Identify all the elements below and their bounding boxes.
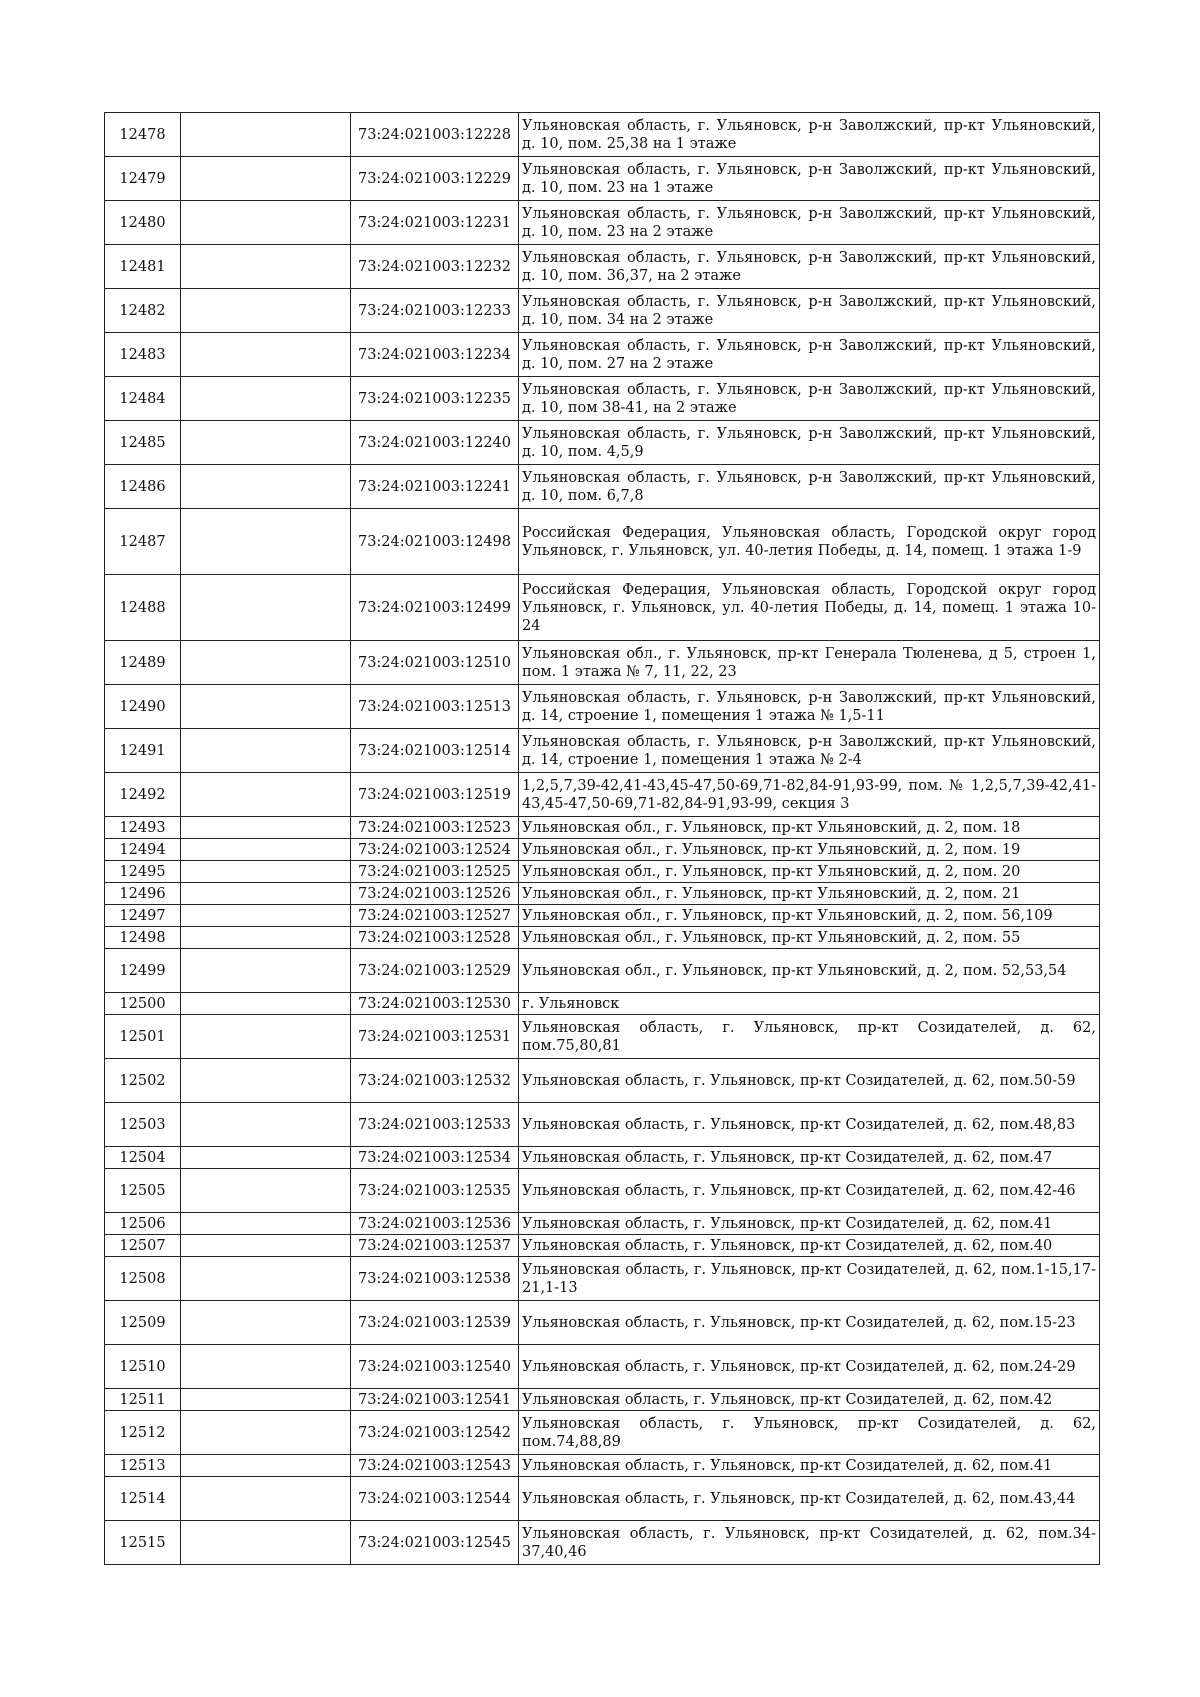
address-cell: Ульяновская область, г. Ульяновск, пр-кт Созидателей, д. 62, пом.48,83	[519, 1103, 1100, 1147]
row-number-cell: 12495	[105, 861, 181, 883]
empty-cell	[181, 377, 351, 421]
empty-cell	[181, 1301, 351, 1345]
cadastral-number-cell: 73:24:021003:12499	[351, 575, 519, 641]
table-row	[105, 157, 1100, 201]
empty-cell	[181, 1059, 351, 1103]
empty-cell	[181, 949, 351, 993]
row-number-cell: 12501	[105, 1015, 181, 1059]
address-cell: Ульяновская обл., г. Ульяновск, пр-кт Ульяновский, д. 2, пом. 55	[519, 927, 1100, 949]
empty-cell	[181, 1015, 351, 1059]
empty-cell	[181, 1103, 351, 1147]
empty-cell	[181, 1213, 351, 1235]
cadastral-number-cell: 73:24:021003:12542	[351, 1411, 519, 1455]
table-row	[105, 1235, 1100, 1257]
row-number-cell: 12481	[105, 245, 181, 289]
table-row	[105, 201, 1100, 245]
cadastral-number-cell: 73:24:021003:12531	[351, 1015, 519, 1059]
table-row	[105, 289, 1100, 333]
empty-cell	[181, 1389, 351, 1411]
empty-cell	[181, 289, 351, 333]
address-cell: Ульяновская обл., г. Ульяновск, пр-кт Ульяновский, д. 2, пом. 20	[519, 861, 1100, 883]
empty-cell	[181, 729, 351, 773]
table-row	[105, 1015, 1100, 1059]
row-number-cell: 12492	[105, 773, 181, 817]
table-row	[105, 575, 1100, 641]
address-cell: Ульяновская обл., г. Ульяновск, пр-кт Ульяновский, д. 2, пом. 56,109	[519, 905, 1100, 927]
table-row	[105, 1147, 1100, 1169]
empty-cell	[181, 1257, 351, 1301]
address-cell: Ульяновская область, г. Ульяновск, пр-кт Созидателей, д. 62, пом.41	[519, 1213, 1100, 1235]
address-cell: Ульяновская область, г. Ульяновск, пр-кт Созидателей, д. 62, пом.50-59	[519, 1059, 1100, 1103]
address-cell: Ульяновская область, г. Ульяновск, р-н Заволжский, пр-кт Ульяновский, д. 14, строение 1, помещения 1 этажа № 1,5-11	[519, 685, 1100, 729]
table-row	[105, 949, 1100, 993]
table-row	[105, 245, 1100, 289]
cadastral-number-cell: 73:24:021003:12513	[351, 685, 519, 729]
table-row	[105, 1477, 1100, 1521]
empty-cell	[181, 421, 351, 465]
empty-cell	[181, 685, 351, 729]
cadastral-number-cell: 73:24:021003:12528	[351, 927, 519, 949]
empty-cell	[181, 1345, 351, 1389]
address-cell: Ульяновская область, г. Ульяновск, пр-кт Созидателей, д. 62, пом.47	[519, 1147, 1100, 1169]
table-row	[105, 1059, 1100, 1103]
table-row	[105, 1345, 1100, 1389]
table-row	[105, 1103, 1100, 1147]
empty-cell	[181, 861, 351, 883]
cadastral-number-cell: 73:24:021003:12541	[351, 1389, 519, 1411]
address-cell: Ульяновская область, г. Ульяновск, р-н Заволжский, пр-кт Ульяновский, д. 10, пом. 25,38 на 1 этаже	[519, 113, 1100, 157]
table-row	[105, 1301, 1100, 1345]
empty-cell	[181, 641, 351, 685]
cadastral-number-cell: 73:24:021003:12543	[351, 1455, 519, 1477]
cadastral-number-cell: 73:24:021003:12228	[351, 113, 519, 157]
empty-cell	[181, 465, 351, 509]
table-row	[105, 685, 1100, 729]
address-cell: Ульяновская область, г. Ульяновск, пр-кт Созидателей, д. 62, пом.42	[519, 1389, 1100, 1411]
cadastral-number-cell: 73:24:021003:12534	[351, 1147, 519, 1169]
row-number-cell: 12508	[105, 1257, 181, 1301]
cadastral-number-cell: 73:24:021003:12233	[351, 289, 519, 333]
cadastral-number-cell: 73:24:021003:12533	[351, 1103, 519, 1147]
address-cell: Ульяновская обл., г. Ульяновск, пр-кт Генерала Тюленева, д 5, строен 1, пом. 1 этажа № 7, 11, 22, 23	[519, 641, 1100, 685]
address-cell: Ульяновская область, г. Ульяновск, р-н Заволжский, пр-кт Ульяновский, д. 10, пом. 4,5,9	[519, 421, 1100, 465]
empty-cell	[181, 927, 351, 949]
table-row	[105, 839, 1100, 861]
row-number-cell: 12507	[105, 1235, 181, 1257]
table-row	[105, 641, 1100, 685]
cadastral-number-cell: 73:24:021003:12525	[351, 861, 519, 883]
table-row	[105, 1257, 1100, 1301]
row-number-cell: 12493	[105, 817, 181, 839]
table-row	[105, 113, 1100, 157]
cadastral-number-cell: 73:24:021003:12539	[351, 1301, 519, 1345]
cadastral-number-cell: 73:24:021003:12537	[351, 1235, 519, 1257]
cadastral-number-cell: 73:24:021003:12540	[351, 1345, 519, 1389]
table-row	[105, 883, 1100, 905]
row-number-cell: 12496	[105, 883, 181, 905]
empty-cell	[181, 839, 351, 861]
empty-cell	[181, 1477, 351, 1521]
empty-cell	[181, 113, 351, 157]
address-cell: Ульяновская область, г. Ульяновск, пр-кт Созидателей, д. 62, пом.1-15,17-21,1-13	[519, 1257, 1100, 1301]
table-row	[105, 1213, 1100, 1235]
empty-cell	[181, 993, 351, 1015]
address-cell: Ульяновская область, г. Ульяновск, пр-кт Созидателей, д. 62, пом.75,80,81	[519, 1015, 1100, 1059]
empty-cell	[181, 1411, 351, 1455]
row-number-cell: 12478	[105, 113, 181, 157]
address-cell: Ульяновская область, г. Ульяновск, р-н Заволжский, пр-кт Ульяновский, д. 10, пом. 36,37, на 2 этаже	[519, 245, 1100, 289]
table-row	[105, 729, 1100, 773]
row-number-cell: 12483	[105, 333, 181, 377]
empty-cell	[181, 905, 351, 927]
address-cell: Ульяновская область, г. Ульяновск, пр-кт Созидателей, д. 62, пом.40	[519, 1235, 1100, 1257]
cadastral-number-cell: 73:24:021003:12530	[351, 993, 519, 1015]
row-number-cell: 12514	[105, 1477, 181, 1521]
cadastral-number-cell: 73:24:021003:12538	[351, 1257, 519, 1301]
cadastral-number-cell: 73:24:021003:12527	[351, 905, 519, 927]
table-row	[105, 377, 1100, 421]
cadastral-number-cell: 73:24:021003:12235	[351, 377, 519, 421]
cadastral-number-cell: 73:24:021003:12514	[351, 729, 519, 773]
row-number-cell: 12484	[105, 377, 181, 421]
row-number-cell: 12502	[105, 1059, 181, 1103]
row-number-cell: 12486	[105, 465, 181, 509]
cadastral-number-cell: 73:24:021003:12241	[351, 465, 519, 509]
cadastral-number-cell: 73:24:021003:12544	[351, 1477, 519, 1521]
empty-cell	[181, 1455, 351, 1477]
address-cell: Ульяновская область, г. Ульяновск, р-н Заволжский, пр-кт Ульяновский, д. 10, пом. 23 на 1 этаже	[519, 157, 1100, 201]
address-cell: Ульяновская обл., г. Ульяновск, пр-кт Ульяновский, д. 2, пом. 18	[519, 817, 1100, 839]
cadastral-number-cell: 73:24:021003:12240	[351, 421, 519, 465]
cadastral-number-cell: 73:24:021003:12498	[351, 509, 519, 575]
row-number-cell: 12491	[105, 729, 181, 773]
cadastral-number-cell: 73:24:021003:12523	[351, 817, 519, 839]
address-cell: Ульяновская область, г. Ульяновск, пр-кт Созидателей, д. 62, пом.24-29	[519, 1345, 1100, 1389]
row-number-cell: 12509	[105, 1301, 181, 1345]
address-cell: Ульяновская область, г. Ульяновск, р-н Заволжский, пр-кт Ульяновский, д. 10, пом. 34 на 2 этаже	[519, 289, 1100, 333]
table-row	[105, 817, 1100, 839]
row-number-cell: 12485	[105, 421, 181, 465]
empty-cell	[181, 883, 351, 905]
cadastral-number-cell: 73:24:021003:12231	[351, 201, 519, 245]
address-cell: Российская Федерация, Ульяновская область, Городской округ город Ульяновск, г. Ульяновск, ул. 40-летия Победы, д. 14, помещ. 1 этажа 10-24	[519, 575, 1100, 641]
empty-cell	[181, 1235, 351, 1257]
cadastral-number-cell: 73:24:021003:12526	[351, 883, 519, 905]
property-registry-table	[104, 112, 1100, 1565]
row-number-cell: 12480	[105, 201, 181, 245]
empty-cell	[181, 1521, 351, 1565]
table-row	[105, 421, 1100, 465]
row-number-cell: 12490	[105, 685, 181, 729]
row-number-cell: 12498	[105, 927, 181, 949]
empty-cell	[181, 1147, 351, 1169]
address-cell: Ульяновская обл., г. Ульяновск, пр-кт Ульяновский, д. 2, пом. 21	[519, 883, 1100, 905]
row-number-cell: 12513	[105, 1455, 181, 1477]
address-cell: 1,2,5,7,39-42,41-43,45-47,50-69,71-82,84-91,93-99, пом. № 1,2,5,7,39-42,41-43,45-47,50-69,71-82,84-91,93-99, секция 3	[519, 773, 1100, 817]
table-row	[105, 333, 1100, 377]
row-number-cell: 12479	[105, 157, 181, 201]
address-cell: Ульяновская область, г. Ульяновск, р-н Заволжский, пр-кт Ульяновский, д. 14, строение 1, помещения 1 этажа № 2-4	[519, 729, 1100, 773]
row-number-cell: 12482	[105, 289, 181, 333]
address-cell: Ульяновская область, г. Ульяновск, р-н Заволжский, пр-кт Ульяновский, д. 10, пом. 27 на 2 этаже	[519, 333, 1100, 377]
row-number-cell: 12494	[105, 839, 181, 861]
table-row	[105, 1389, 1100, 1411]
row-number-cell: 12504	[105, 1147, 181, 1169]
address-cell: Ульяновская обл., г. Ульяновск, пр-кт Ульяновский, д. 2, пом. 52,53,54	[519, 949, 1100, 993]
cadastral-number-cell: 73:24:021003:12234	[351, 333, 519, 377]
table-row	[105, 1455, 1100, 1477]
table-row	[105, 465, 1100, 509]
address-cell: г. Ульяновск	[519, 993, 1100, 1015]
address-cell: Ульяновская область, г. Ульяновск, пр-кт Созидателей, д. 62, пом.74,88,89	[519, 1411, 1100, 1455]
cadastral-number-cell: 73:24:021003:12545	[351, 1521, 519, 1565]
address-cell: Ульяновская область, г. Ульяновск, пр-кт Созидателей, д. 62, пом.42-46	[519, 1169, 1100, 1213]
cadastral-number-cell: 73:24:021003:12519	[351, 773, 519, 817]
row-number-cell: 12500	[105, 993, 181, 1015]
table-row	[105, 509, 1100, 575]
address-cell: Ульяновская область, г. Ульяновск, пр-кт Созидателей, д. 62, пом.43,44	[519, 1477, 1100, 1521]
table-row	[105, 905, 1100, 927]
cadastral-number-cell: 73:24:021003:12229	[351, 157, 519, 201]
empty-cell	[181, 157, 351, 201]
row-number-cell: 12499	[105, 949, 181, 993]
address-cell: Ульяновская обл., г. Ульяновск, пр-кт Ульяновский, д. 2, пом. 19	[519, 839, 1100, 861]
empty-cell	[181, 575, 351, 641]
cadastral-number-cell: 73:24:021003:12510	[351, 641, 519, 685]
address-cell: Ульяновская область, г. Ульяновск, р-н Заволжский, пр-кт Ульяновский, д. 10, пом. 6,7,8	[519, 465, 1100, 509]
address-cell: Ульяновская область, г. Ульяновск, пр-кт Созидателей, д. 62, пом.34-37,40,46	[519, 1521, 1100, 1565]
empty-cell	[181, 817, 351, 839]
table-row	[105, 1521, 1100, 1565]
empty-cell	[181, 509, 351, 575]
empty-cell	[181, 201, 351, 245]
empty-cell	[181, 773, 351, 817]
row-number-cell: 12506	[105, 1213, 181, 1235]
row-number-cell: 12511	[105, 1389, 181, 1411]
table-row	[105, 993, 1100, 1015]
table-row	[105, 1411, 1100, 1455]
cadastral-number-cell: 73:24:021003:12532	[351, 1059, 519, 1103]
empty-cell	[181, 245, 351, 289]
address-cell: Ульяновская область, г. Ульяновск, р-н Заволжский, пр-кт Ульяновский, д. 10, пом. 23 на 2 этаже	[519, 201, 1100, 245]
row-number-cell: 12510	[105, 1345, 181, 1389]
row-number-cell: 12489	[105, 641, 181, 685]
cadastral-number-cell: 73:24:021003:12232	[351, 245, 519, 289]
address-cell: Ульяновская область, г. Ульяновск, пр-кт Созидателей, д. 62, пом.15-23	[519, 1301, 1100, 1345]
registry-body	[105, 113, 1100, 1565]
row-number-cell: 12487	[105, 509, 181, 575]
row-number-cell: 12497	[105, 905, 181, 927]
row-number-cell: 12488	[105, 575, 181, 641]
row-number-cell: 12512	[105, 1411, 181, 1455]
row-number-cell: 12505	[105, 1169, 181, 1213]
table-row	[105, 927, 1100, 949]
cadastral-number-cell: 73:24:021003:12524	[351, 839, 519, 861]
empty-cell	[181, 1169, 351, 1213]
address-cell: Ульяновская область, г. Ульяновск, р-н Заволжский, пр-кт Ульяновский, д. 10, пом 38-41, на 2 этаже	[519, 377, 1100, 421]
cadastral-number-cell: 73:24:021003:12535	[351, 1169, 519, 1213]
table-row	[105, 1169, 1100, 1213]
table-row	[105, 773, 1100, 817]
cadastral-number-cell: 73:24:021003:12529	[351, 949, 519, 993]
cadastral-number-cell: 73:24:021003:12536	[351, 1213, 519, 1235]
empty-cell	[181, 333, 351, 377]
address-cell: Ульяновская область, г. Ульяновск, пр-кт Созидателей, д. 62, пом.41	[519, 1455, 1100, 1477]
row-number-cell: 12515	[105, 1521, 181, 1565]
address-cell: Российская Федерация, Ульяновская область, Городской округ город Ульяновск, г. Ульяновск, ул. 40-летия Победы, д. 14, помещ. 1 этажа 1-9	[519, 509, 1100, 575]
table-row	[105, 861, 1100, 883]
row-number-cell: 12503	[105, 1103, 181, 1147]
